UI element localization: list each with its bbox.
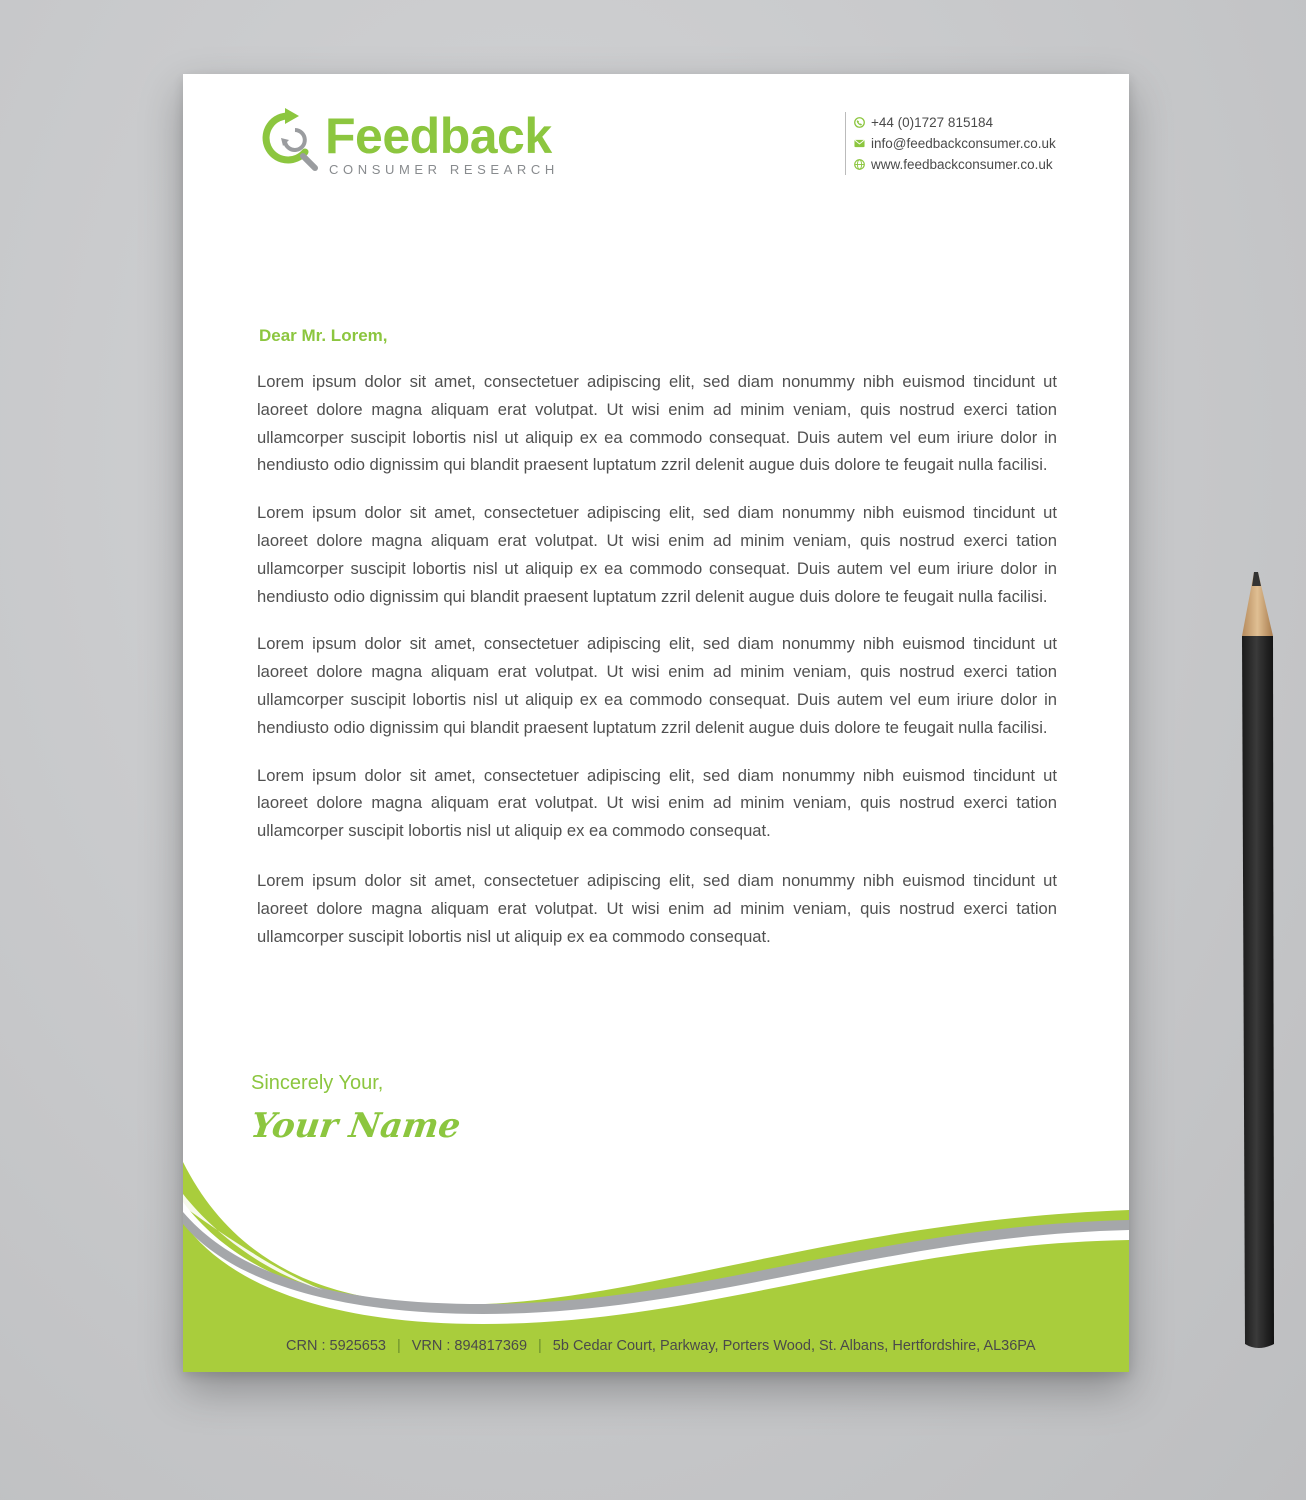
contact-email [854,133,1114,154]
refresh-magnifier-icon [259,108,321,178]
vrn-text: VRN : 894817369 [411,1338,528,1354]
contact-block [845,112,1114,175]
paragraph-5: Lorem ipsum dolor sit amet, consectetuer adipiscing elit, sed diam nonummy nibh euismod tincidunt ut laoreet dolore magna aliquam erat volutpat. Ut wisi enim ad minim veniam, quis nostrud exerci tation ullamcorper suscipit lobortis nisl ut aliquip ex ea commodo consequat. [257,870,1057,946]
salutation: Dear Mr. Lorem, [259,326,388,345]
phone-icon [854,117,865,128]
closing-line: Sincerely Your, [251,1072,384,1094]
footer-separator: | [538,1338,542,1354]
address-text: 5b Cedar Court, Parkway, Porters Wood, St. Albans, Hertfordshire, AL36PA [552,1338,1036,1354]
brand-name: Feedback [325,108,552,164]
paragraph-2: Lorem ipsum dolor sit amet, consectetuer adipiscing elit, sed diam nonummy nibh euismod tincidunt ut laoreet dolore magna aliquam erat volutpat. Ut wisi enim ad minim veniam, quis nostrud exerci tation ullamcorper suscipit lobortis nisl ut aliquip ex ea commodo consequat. Duis autem vel eum iriure dolor in hendiusto odio dignissim qui blandit praesent luptatum zzril delenit augue duis dolore te feugait nulla facilisi. [257,503,1057,606]
envelope-icon [854,139,865,148]
signature: Your Name [248,1106,463,1146]
contact-website [854,154,1114,175]
letterhead-page [183,74,1129,1372]
brand-tagline: CONSUMER RESEARCH [329,162,559,177]
phone-text: +44 (0)1727 815184 [871,115,993,130]
brand-logo [259,106,589,186]
footer-info [286,1338,1046,1354]
email-text[interactable]: info@feedbackconsumer.co.uk [871,136,1056,151]
paragraph-4: Lorem ipsum dolor sit amet, consectetuer adipiscing elit, sed diam nonummy nibh euismod tincidunt ut laoreet dolore magna aliquam erat volutpat. Ut wisi enim ad minim veniam, quis nostrud exerci tation ullamcorper suscipit lobortis nisl ut aliquip ex ea commodo consequat. [257,765,1057,841]
letter-body [257,326,1057,970]
website-text[interactable]: www.feedbackconsumer.co.uk [871,157,1053,172]
paragraph-3: Lorem ipsum dolor sit amet, consectetuer adipiscing elit, sed diam nonummy nibh euismod tincidunt ut laoreet dolore magna aliquam erat volutpat. Ut wisi enim ad minim veniam, quis nostrud exerci tation ullamcorper suscipit lobortis nisl ut aliquip ex ea commodo consequat. Duis autem vel eum iriure dolor in hendiusto odio dignissim qui blandit praesent luptatum zzril delenit augue duis dolore te feugait nulla facilisi. [257,634,1057,737]
crn-text: CRN : 5925653 [286,1338,386,1354]
globe-icon [854,159,865,170]
pencil-prop [1236,572,1276,1352]
contact-phone [854,112,1114,133]
paragraph-1: Lorem ipsum dolor sit amet, consectetuer adipiscing elit, sed diam nonummy nibh euismod tincidunt ut laoreet dolore magna aliquam erat volutpat. Ut wisi enim ad minim veniam, quis nostrud exerci tation ullamcorper suscipit lobortis nisl ut aliquip ex ea commodo consequat. Duis autem vel eum iriure dolor in hendiusto odio dignissim qui blandit praesent luptatum zzril delenit augue duis dolore te feugait nulla facilisi. [257,372,1057,475]
footer-separator: | [396,1338,401,1354]
